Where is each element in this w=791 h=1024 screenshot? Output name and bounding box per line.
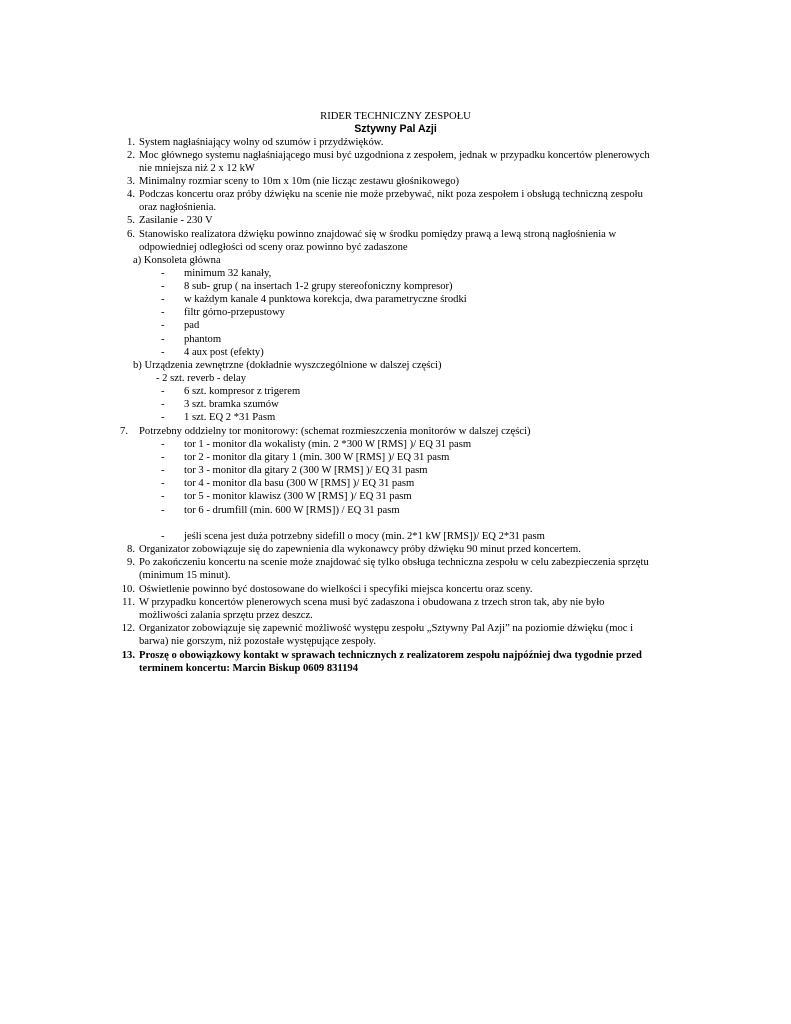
monitor-line-item: tor 2 - monitor dla gitary 1 (min. 300 W [RMS] )/ EQ 31 pasm <box>184 452 450 463</box>
item-number: 5. <box>127 215 135 226</box>
item-number: 12. <box>121 623 135 634</box>
item-number: 11. <box>122 597 135 608</box>
item-text: Oświetlenie powinno być dostosowane do wielkości i specyfiki miejsca koncertu oraz sceny. <box>139 584 533 595</box>
item-number: 2. <box>127 150 135 161</box>
item-number: 13. <box>121 650 135 661</box>
list-dash: - <box>161 465 165 476</box>
external-device-item: 6 szt. kompresor z trigerem <box>184 386 301 397</box>
list-dash: - <box>161 307 165 318</box>
item-text: odpowiedniej odległości od sceny oraz powinno być zadaszone <box>139 242 408 253</box>
console-spec-item: pad <box>184 320 200 331</box>
item-text: oraz nagłośnienia. <box>139 202 217 213</box>
external-device-item: 3 szt. bramka szumów <box>184 399 279 410</box>
item-number: 6. <box>127 229 135 240</box>
monitor-line-item: tor 4 - monitor dla basu (300 W [RMS] )/ EQ 31 pasm <box>184 478 415 489</box>
list-dash: - <box>161 281 165 292</box>
contact-note: Proszę o obowiązkowy kontakt w sprawach technicznych z realizatorem zespołu najpóźniej dwa tygodnie przed <box>139 650 642 661</box>
list-dash: - <box>161 478 165 489</box>
external-device-item: 1 szt. EQ 2 *31 Pasm <box>184 412 276 423</box>
item-text: Zasilanie - 230 V <box>139 215 213 226</box>
list-dash: - <box>161 320 165 331</box>
item-text: System nagłaśniający wolny od szumów i przydźwięków. <box>139 137 384 148</box>
list-dash: - <box>161 452 165 463</box>
item-text: Podczas koncertu oraz próby dźwięku na scenie nie może przebywać, nikt poza zespołem i obsługą techniczną zespołu <box>139 189 643 200</box>
item-text: Stanowisko realizatora dźwięku powinno znajdować się w środku pomiędzy prawą a lewą stroną nagłośnienia w <box>139 229 617 240</box>
item-text: możliwości zalania sprzętu przez deszcz. <box>139 610 313 621</box>
monitor-line-item: tor 6 - drumfill (min. 600 W [RMS]) / EQ 31 pasm <box>184 505 400 516</box>
item-text: Organizator zobowiązuje się do zapewnienia dla wykonawcy próby dźwięku 90 minut przed koncertem. <box>139 544 581 555</box>
console-spec-item: minimum 32 kanały, <box>184 268 272 279</box>
console-spec-item: 8 sub- grup ( na insertach 1-2 grupy stereofoniczny kompresor) <box>184 281 453 292</box>
list-dash: - <box>161 399 165 410</box>
item-number: 1. <box>127 137 135 148</box>
list-dash: - <box>161 386 165 397</box>
list-dash: - <box>161 531 165 542</box>
item-text: Moc głównego systemu nagłaśniającego musi być uzgodniona z zespołem, jednak w przypadku koncertów plenerowych <box>139 150 650 161</box>
list-dash: - <box>161 439 165 450</box>
monitor-line-item: tor 1 - monitor dla wokalisty (min. 2 *300 W [RMS] )/ EQ 31 pasm <box>184 439 472 450</box>
console-spec-item: w każdym kanale 4 punktowa korekcja, dwa parametryczne środki <box>184 294 467 305</box>
item-number: 3. <box>127 176 135 187</box>
list-dash: - <box>161 334 165 345</box>
document-title: RIDER TECHNICZNY ZESPOŁU <box>320 111 471 122</box>
item-text: Minimalny rozmiar sceny to 10m x 10m (nie licząc zestawu głośnikowego) <box>139 176 460 187</box>
item-text: barwa) nie gorszym, niż pozostałe występujące zespoły. <box>139 636 376 647</box>
contact-note: terminem koncertu: Marcin Biskup 0609 831194 <box>139 663 359 674</box>
monitor-line-item: tor 3 - monitor dla gitary 2 (300 W [RMS] )/ EQ 31 pasm <box>184 465 428 476</box>
band-name-subtitle: Sztywny Pal Azji <box>354 123 437 135</box>
sidefill-note: jeśli scena jest duża potrzebny sidefill o mocy (min. 2*1 kW [RMS])/ EQ 2*31 pasm <box>184 531 545 542</box>
item-number: 4. <box>127 189 135 200</box>
console-spec-item: phantom <box>184 334 222 345</box>
list-dash: - <box>161 491 165 502</box>
item-text: (minimum 15 minut). <box>139 570 231 581</box>
item-number: 7. <box>120 426 128 437</box>
list-dash: - <box>161 505 165 516</box>
console-spec-item: 4 aux post (efekty) <box>184 347 264 358</box>
item-text: Organizator zobowiązuje się zapewnić możliwość występu zespołu „Sztywny Pal Azji” na poziomie dźwięku (moc i <box>139 623 634 634</box>
item-text: nie mniejsza niż 2 x 12 kW <box>139 163 255 174</box>
list-dash: - <box>161 412 165 423</box>
item-number: 10. <box>121 584 135 595</box>
external-devices-section-label: b) Urządzenia zewnętrzne (dokładnie wyszczególnione w dalszej części) <box>133 360 442 371</box>
item-text: W przypadku koncertów plenerowych scena musi być zadaszona i obudowana z trzech stron tak, aby nie było <box>139 597 605 608</box>
item-text: Potrzebny oddzielny tor monitorowy: (schemat rozmieszczenia monitorów w dalszej części) <box>139 426 531 437</box>
item-number: 9. <box>127 557 135 568</box>
external-device-item: - 2 szt. reverb - delay <box>156 373 247 384</box>
console-section-label: a) Konsoleta główna <box>133 255 221 266</box>
console-spec-item: filtr górno-przepustowy <box>184 307 285 318</box>
monitor-line-item: tor 5 - monitor klawisz (300 W [RMS] )/ EQ 31 pasm <box>184 491 412 502</box>
list-dash: - <box>161 294 165 305</box>
list-dash: - <box>161 347 165 358</box>
item-number: 8. <box>127 544 135 555</box>
list-dash: - <box>161 268 165 279</box>
item-text: Po zakończeniu koncertu na scenie może znajdować się tylko obsługa techniczna zespołu w celu zabezpieczenia sprzętu <box>139 557 649 568</box>
